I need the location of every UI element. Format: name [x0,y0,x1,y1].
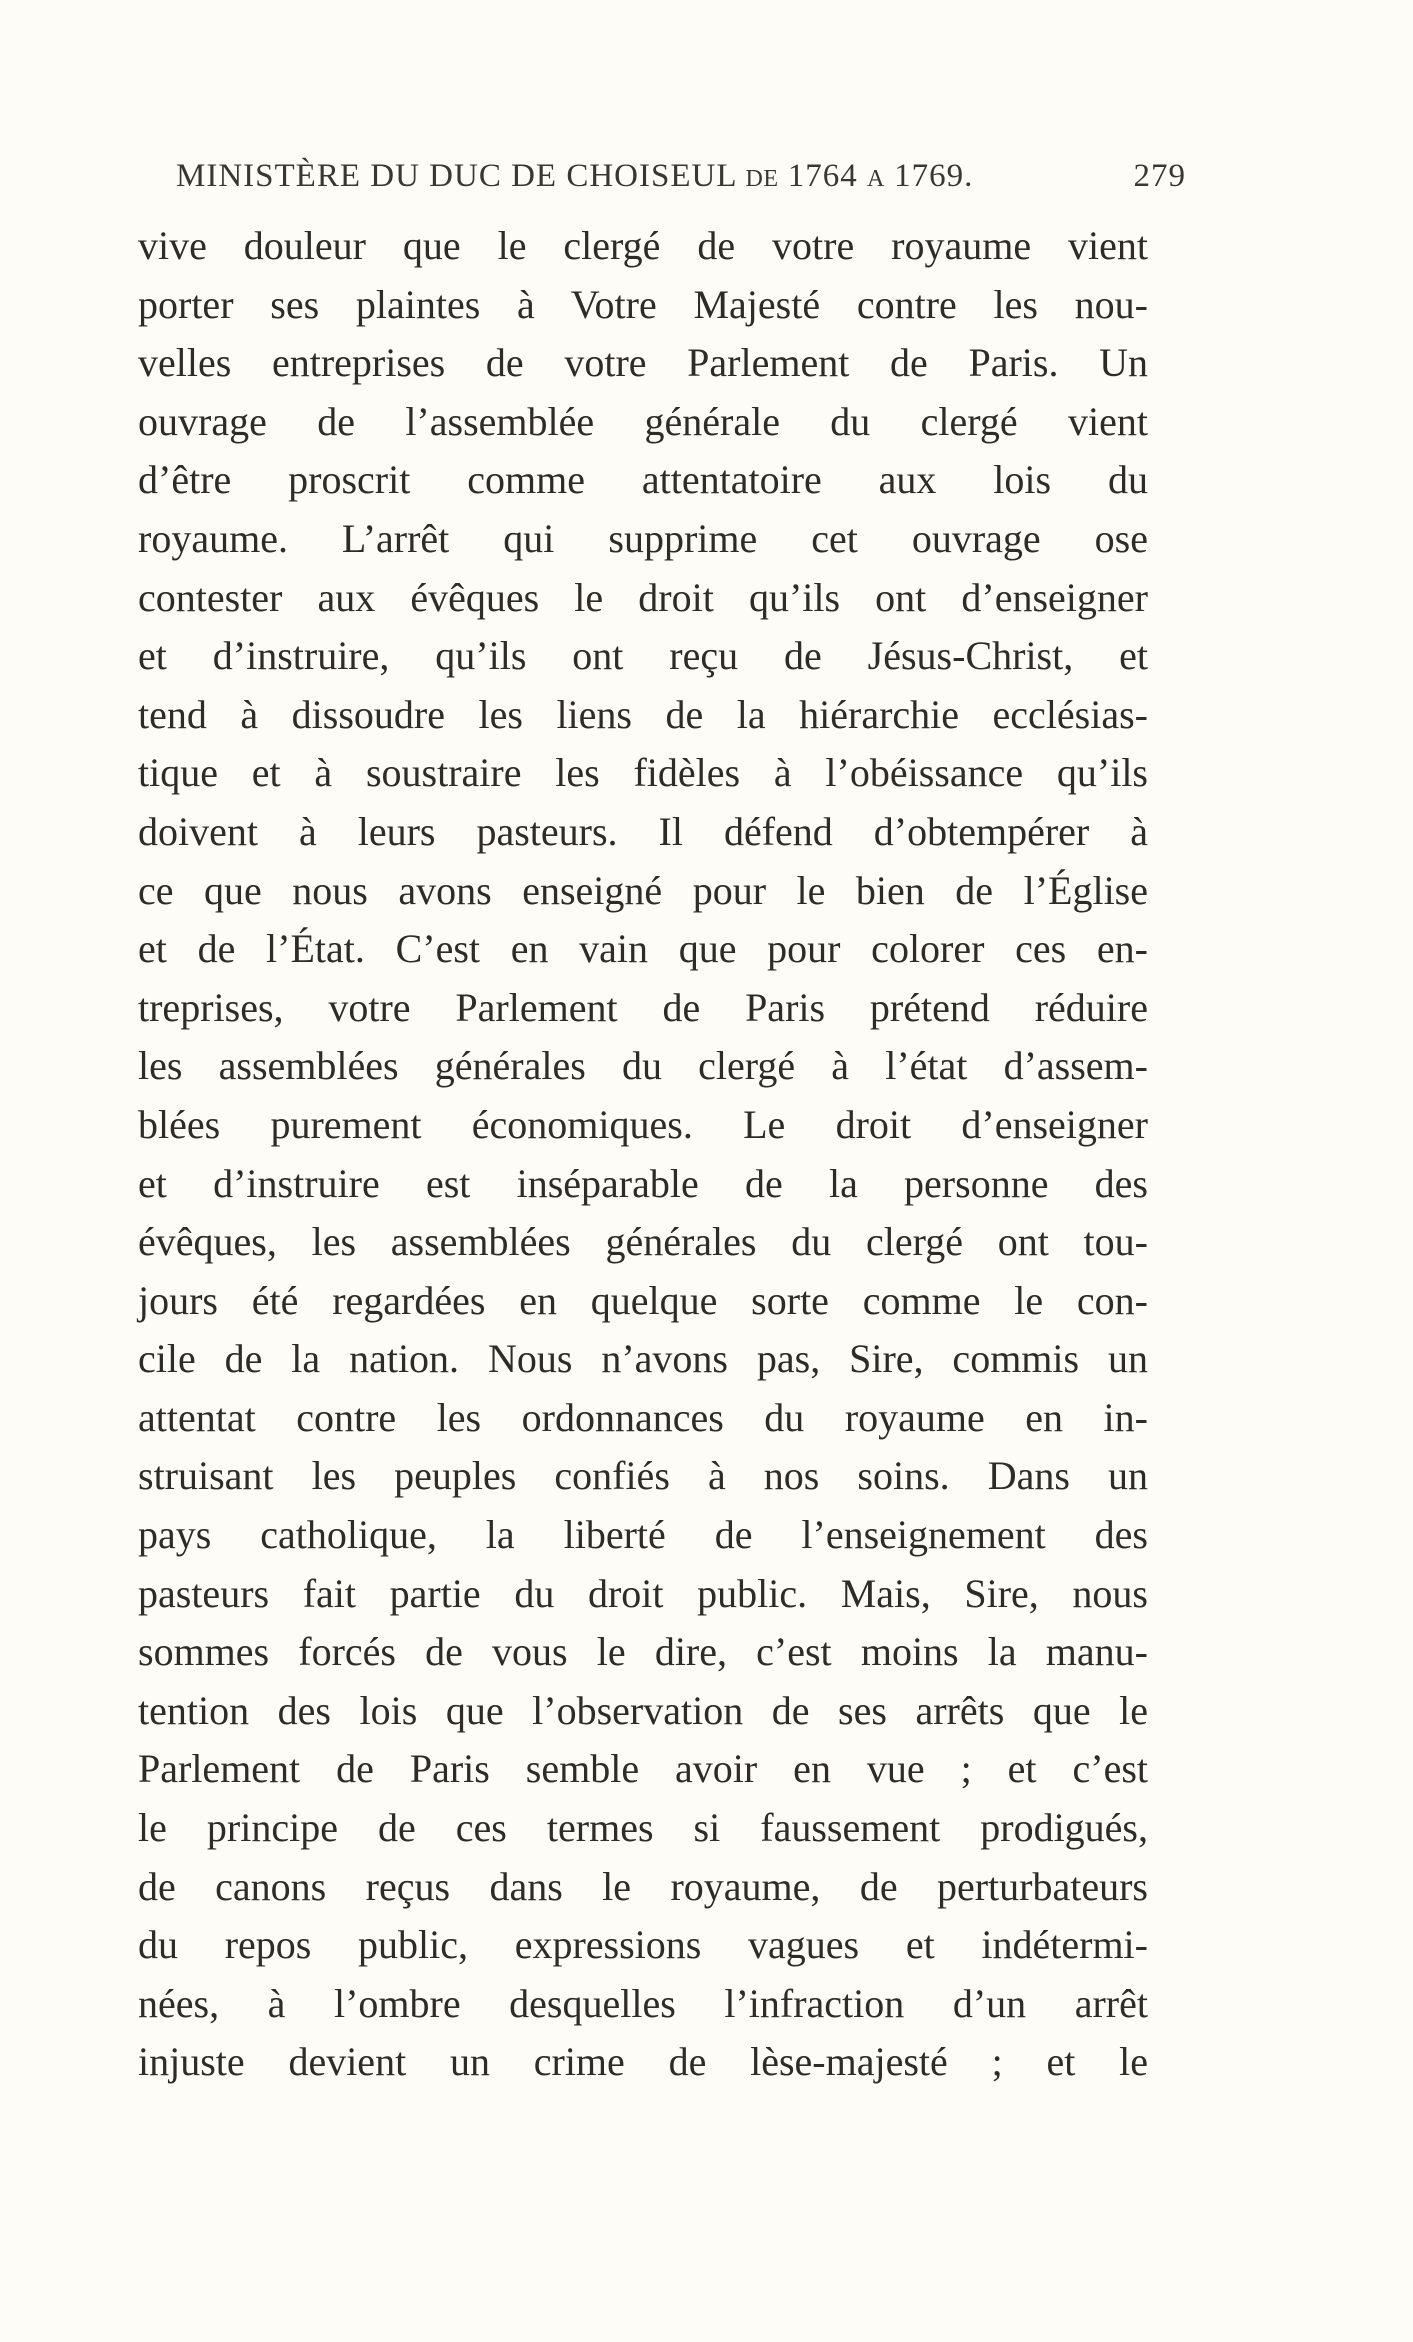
running-title [176,158,973,195]
text-line: velles entreprises de votre Parlement de Paris. Un [138,340,1148,386]
text-line: d’être proscrit comme attentatoire aux lois du [138,457,1148,503]
text-line: sommes forcés de vous le dire, c’est moins la manu- [138,1629,1148,1675]
text-line: attentat contre les ordonnances du royaume en in- [138,1394,1148,1440]
text-line: blées purement économiques. Le droit d’enseigner [138,1101,1148,1147]
text-line: pays catholique, la liberté de l’enseignement des [138,1512,1148,1558]
text-line: treprises, votre Parlement de Paris prétend réduire [138,984,1148,1030]
running-header [176,158,1186,208]
page-number: 279 [1133,158,1186,194]
text-line: porter ses plaintes à Votre Majesté contre les nou- [138,281,1148,327]
text-line: et d’instruire est inséparable de la personne des [138,1160,1148,1206]
text-line: royaume. L’arrêt qui supprime cet ouvrage ose [138,515,1148,561]
text-line: ouvrage de l’assemblée générale du clergé vient [138,398,1148,444]
running-title-year-start: 1764 [787,158,858,194]
text-line: nées, à l’ombre desquelles l’infraction d’un arrêt [138,1980,1148,2026]
text-line: de canons reçus dans le royaume, de perturbateurs [138,1863,1148,1909]
text-line: pasteurs fait partie du droit public. Mais, Sire, nous [138,1570,1148,1616]
text-line: tention des lois que l’observation de ses arrêts que le [138,1687,1148,1733]
text-line: vive douleur que le clergé de votre royaume vient [138,223,1148,268]
body-text [138,217,1148,2092]
running-title-main: MINISTÈRE DU DUC DE CHOISEUL [176,158,737,194]
text-line: du repos public, expressions vagues et indétermi- [138,1922,1148,1968]
text-line: tend à dissoudre les liens de la hiérarchie ecclésias- [138,691,1148,737]
running-title-de: DE [745,166,779,192]
text-line: struisant les peuples confiés à nos soins. Dans un [138,1453,1148,1499]
running-title-a: A [867,166,885,192]
text-line: contester aux évêques le droit qu’ils ont d’enseigner [138,574,1148,620]
text-line: jours été regardées en quelque sorte comme le con- [138,1277,1148,1323]
text-line: Parlement de Paris semble avoir en vue ; et c’est [138,1746,1148,1792]
running-title-year-end: 1769. [894,158,974,194]
text-line: doivent à leurs pasteurs. Il défend d’obtempérer à [138,808,1148,854]
text-line: et d’instruire, qu’ils ont reçu de Jésus-Christ, et [138,633,1148,679]
text-line: le principe de ces termes si faussement prodigués, [138,1805,1148,1851]
text-line: évêques, les assemblées générales du clergé ont tou- [138,1219,1148,1265]
text-line: ce que nous avons enseigné pour le bien de l’Église [138,867,1148,913]
text-line: cile de la nation. Nous n’avons pas, Sire, commis un [138,1336,1148,1382]
text-line: les assemblées générales du clergé à l’état d’assem- [138,1043,1148,1089]
text-line: injuste devient un crime de lèse-majesté ; et le [138,2039,1148,2085]
text-line: tique et à soustraire les fidèles à l’obéissance qu’ils [138,750,1148,796]
text-line: et de l’État. C’est en vain que pour colorer ces en- [138,926,1148,972]
